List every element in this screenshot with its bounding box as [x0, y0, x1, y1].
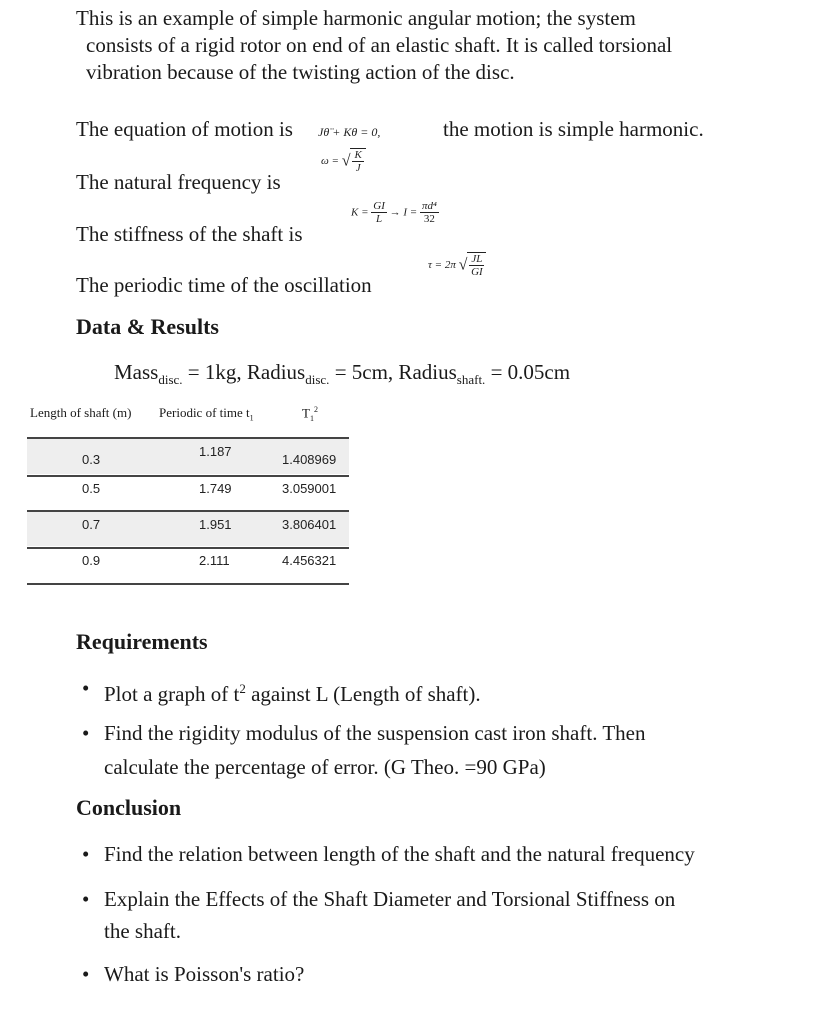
radius-value: = 5cm, Radius	[329, 360, 457, 384]
stiff-den-2: 32	[423, 213, 435, 225]
conclusion-effects-line-1: Explain the Effects of the Shaft Diameter and Torsional Stiffness on	[104, 887, 676, 911]
freq-fraction	[352, 149, 363, 174]
requirement-plot-sup: 2	[239, 681, 246, 696]
period-fraction	[469, 253, 484, 278]
mass-label: Mass	[114, 360, 159, 384]
period-formula	[428, 252, 486, 278]
freq-num: K	[354, 149, 362, 161]
intro-line-1: This is an example of simple harmonic angular motion; the system	[76, 6, 636, 30]
bullet-icon: •	[82, 842, 90, 866]
stiff-arrow: → I =	[389, 206, 418, 219]
conclusion-effects-line-2: the shaft.	[104, 919, 181, 943]
data-results-heading: Data & Results	[76, 314, 219, 339]
stiff-formula	[351, 200, 439, 225]
table-header-t2-label: T	[302, 405, 310, 421]
freq-label: The natural frequency is	[76, 170, 281, 194]
bullet-icon: •	[82, 887, 90, 911]
shaft-value: = 0.05cm	[485, 360, 571, 384]
table-cell-length: 0.9	[82, 553, 101, 568]
table-cell-t2: 3.059001	[282, 481, 337, 496]
radius-sub: disc.	[305, 372, 330, 388]
table-cell-time: 1.187	[199, 444, 232, 459]
table-cell-length: 0.3	[82, 452, 101, 467]
stiff-lhs: K =	[351, 206, 369, 219]
requirements-heading: Requirements	[76, 629, 208, 654]
bullet-icon: •	[82, 676, 90, 700]
table-header-length: Length of shaft (m)	[30, 405, 132, 420]
freq-sqrt: √ $\frac{K}{J}$	[342, 148, 366, 174]
period-num: JL	[471, 253, 483, 265]
table-cell-t2: 1.408969	[282, 452, 337, 467]
table-header-time-label: Periodic of time t	[159, 405, 250, 420]
freq-den: J	[355, 162, 361, 174]
table-cell-t2: 4.456321	[282, 553, 337, 568]
freq-lhs: ω =	[321, 155, 339, 167]
stiff-den: L	[376, 213, 383, 225]
table-cell-t2: 3.806401	[282, 517, 337, 532]
motion-label: The equation of motion is	[76, 117, 293, 141]
motion-formula-text: Jθ̈ + Kθ = 0,	[318, 125, 381, 139]
stiff-fraction-2	[420, 200, 439, 225]
table-cell-length: 0.7	[82, 517, 101, 532]
table-cell-length: 0.5	[82, 481, 101, 496]
motion-tail: the motion is simple harmonic.	[443, 117, 704, 141]
table-cell-time: 1.951	[199, 517, 232, 532]
period-label: The periodic time of the oscillation	[76, 273, 372, 297]
shaft-sub: shaft.	[456, 372, 486, 388]
table-header-time-sub: 1	[249, 413, 254, 423]
stiff-fraction-1	[371, 200, 387, 225]
table-rule-1	[27, 475, 349, 477]
table-rule-bottom	[27, 583, 349, 585]
stiff-label: The stiffness of the shaft is	[76, 222, 303, 246]
table-header-t2	[302, 405, 318, 423]
conclusion-relation-text: Find the relation between length of the shaft and the natural frequency	[104, 842, 695, 866]
table-header-t2-sub: 1	[309, 413, 314, 423]
requirement-plot-text-a: Plot a graph of t	[104, 682, 240, 706]
requirement-plot-text-b: against L (Length of shaft).	[245, 682, 481, 706]
mass-radius-line	[114, 360, 570, 388]
stiff-num: GI	[373, 200, 385, 212]
requirement-rigidity-line-2: calculate the percentage of error. (G Theo. =90 GPa)	[104, 755, 546, 779]
conclusion-heading: Conclusion	[76, 795, 182, 820]
period-lhs: τ = 2π	[428, 259, 456, 271]
freq-formula	[321, 148, 366, 174]
conclusion-poisson-text: What is Poisson's ratio?	[104, 962, 305, 986]
motion-formula	[318, 125, 380, 140]
table-header-t2-sup: 2	[313, 405, 318, 414]
bullet-icon: •	[82, 721, 90, 745]
intro-line-2: consists of a rigid rotor on end of an elastic shaft. It is called torsional	[86, 33, 673, 57]
period-sqrt: √ $\frac{JL}{GI}$	[459, 252, 487, 278]
requirement-rigidity-line-1: Find the rigidity modulus of the suspension cast iron shaft. Then	[104, 721, 646, 745]
mass-sub: disc.	[158, 372, 183, 388]
table-header-time	[159, 405, 254, 423]
intro-line-3: vibration because of the twisting action of the disc.	[86, 60, 515, 84]
requirement-plot-text	[104, 673, 481, 710]
table-cell-time: 1.749	[199, 481, 232, 496]
stiff-num-2: πd⁴	[421, 200, 437, 212]
table-rule-3	[27, 547, 349, 549]
table-cell-time: 2.111	[199, 553, 230, 568]
period-den: GI	[471, 266, 483, 278]
mass-value: = 1kg, Radius	[182, 360, 306, 384]
bullet-icon: •	[82, 962, 90, 986]
